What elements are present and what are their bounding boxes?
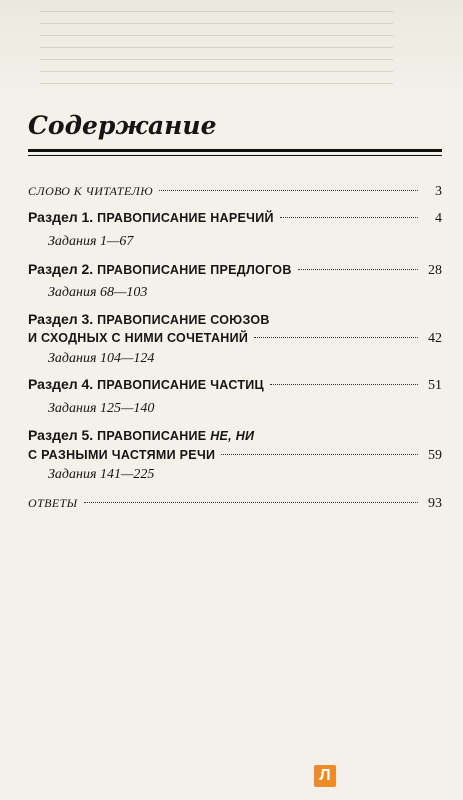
section-name: ПРАВОПИСАНИЕ [97,429,211,443]
toc-entry-foreword[interactable] [28,184,442,200]
tasks-range: Задания 68—103 [48,285,148,300]
leader-dots [298,269,418,270]
leader-dots [280,217,418,218]
tasks-range: Задания 125—140 [48,401,155,416]
section-name-italic: НЕ, НИ [210,429,255,443]
section-number: Раздел 4. [28,376,94,392]
toc-entry-section-2[interactable] [28,261,442,279]
toc-page-number: 4 [435,211,442,226]
toc-entry-section-3[interactable] [28,311,442,327]
toc-page-number: 93 [428,496,442,511]
section-name: ПРАВОПИСАНИЕ ЧАСТИЦ [97,378,264,392]
section-number: Раздел 3. [28,311,94,327]
toc-entry-section-5-line2[interactable] [28,448,442,464]
toc-entry-answers[interactable] [28,496,442,512]
leader-dots [84,502,418,503]
toc-page-number: 28 [428,263,442,278]
tasks-range: Задания 141—225 [48,467,155,482]
section-name-continued: С РАЗНЫМИ ЧАСТЯМИ РЕЧИ [28,448,216,462]
toc-entry-section-1[interactable] [28,209,442,227]
section-number: Раздел 2. [28,261,94,277]
title-rule-thick [28,149,442,152]
toc-page-number: 59 [428,448,442,463]
toc-page-number: 51 [428,378,442,393]
section-name: ПРАВОПИСАНИЕ ПРЕДЛОГОВ [97,263,292,277]
publisher-logo-icon: Л [314,765,336,787]
toc-page-number: 42 [428,331,442,346]
title-rule-thin [28,155,442,156]
section-name-continued: И СХОДНЫХ С НИМИ СОЧЕТАНИЙ [28,331,249,345]
section-number: Раздел 5. [28,427,94,443]
toc-label: СЛОВО К ЧИТАТЕЛЮ [28,184,153,198]
leader-dots [270,384,418,385]
section-number: Раздел 1. [28,209,94,225]
leader-dots [159,190,418,191]
toc-entry-section-3-line2[interactable] [28,331,442,347]
toc-label: ОТВЕТЫ [28,496,78,510]
bleed-through-text [0,0,463,100]
leader-dots [221,454,418,455]
tasks-range: Задания 104—124 [48,351,155,366]
section-name: ПРАВОПИСАНИЕ НАРЕЧИЙ [97,211,274,225]
section-name: ПРАВОПИСАНИЕ СОЮЗОВ [97,313,270,327]
page-title: Содержание [28,111,217,140]
toc-entry-section-4[interactable] [28,376,442,394]
toc-entry-section-5[interactable] [28,427,442,443]
leader-dots [254,337,418,338]
toc-page-number: 3 [435,184,442,199]
tasks-range: Задания 1—67 [48,234,134,249]
